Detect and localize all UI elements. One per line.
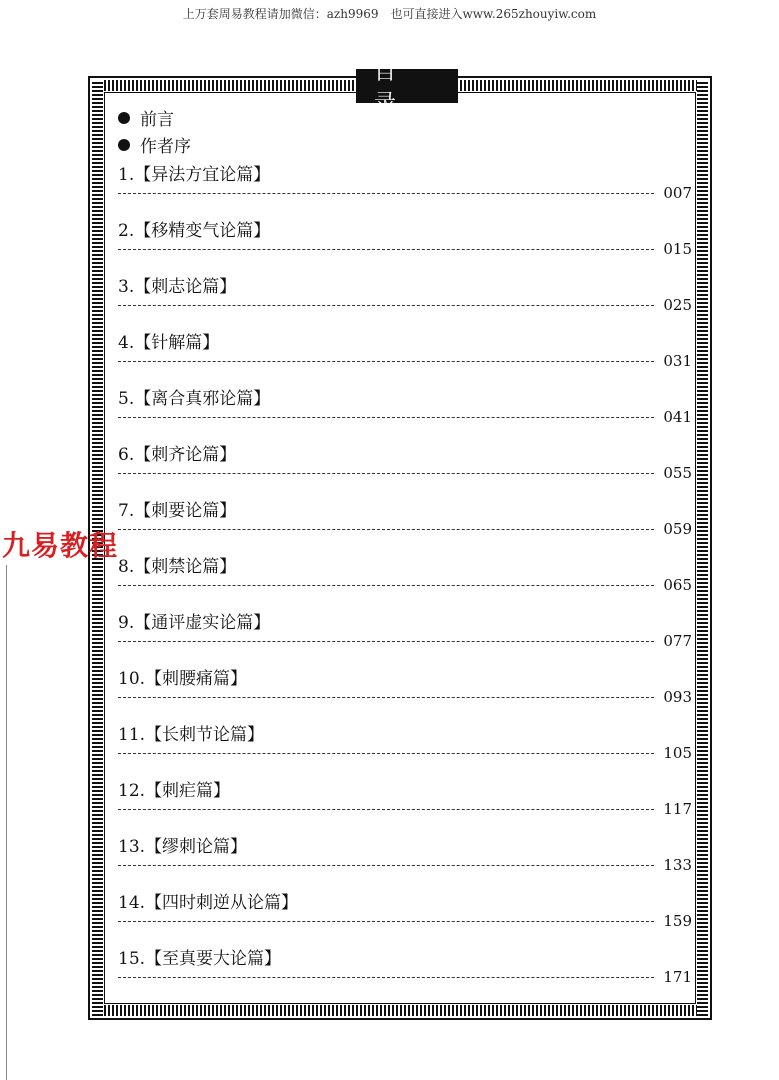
dotted-leader — [118, 249, 654, 250]
toc-entries — [118, 158, 692, 998]
toc-entry[interactable] — [118, 830, 692, 886]
toc-entry-title: 5.【离合真邪论篇】 — [118, 389, 271, 409]
toc-entry[interactable] — [118, 942, 692, 998]
toc-entry[interactable] — [118, 438, 692, 494]
toc-entry-title: 7.【刺要论篇】 — [118, 501, 237, 521]
toc-entry[interactable] — [118, 550, 692, 606]
toc-entry-title: 4.【针解篇】 — [118, 333, 220, 353]
toc-entry[interactable] — [118, 382, 692, 438]
dotted-leader — [118, 361, 654, 362]
toc-entry[interactable] — [118, 774, 692, 830]
dotted-leader — [118, 977, 654, 978]
toc-entry-title: 3.【刺志论篇】 — [118, 277, 237, 297]
toc-entry[interactable] — [118, 718, 692, 774]
toc-entry-title: 6.【刺齐论篇】 — [118, 445, 237, 465]
dotted-leader — [118, 305, 654, 306]
toc-entry-page: 159 — [663, 912, 692, 930]
toc-entry[interactable] — [118, 494, 692, 550]
header-note: 上万套周易教程请加微信：azh9969 也可直接进入www.265zhouyiw.com — [182, 7, 597, 21]
scan-edge-line — [6, 565, 7, 1080]
toc-entry-page: 065 — [663, 576, 692, 594]
toc-entry-page: 059 — [663, 520, 692, 538]
toc-entry[interactable] — [118, 606, 692, 662]
dotted-leader — [118, 641, 654, 642]
toc-entry[interactable] — [118, 326, 692, 382]
toc-entry-page: 007 — [663, 184, 692, 202]
toc-entry-title: 11.【长刺节论篇】 — [118, 725, 265, 745]
table-of-contents — [118, 104, 692, 998]
toc-entry-page: 025 — [663, 296, 692, 314]
bullet-icon — [118, 112, 130, 124]
toc-entry-title: 15.【至真要大论篇】 — [118, 949, 282, 969]
toc-entry[interactable] — [118, 158, 692, 214]
bullet-icon — [118, 139, 130, 151]
toc-entry-title: 10.【刺腰痛篇】 — [118, 669, 248, 689]
toc-entry-title: 13.【缪刺论篇】 — [118, 837, 248, 857]
toc-entry-page: 117 — [663, 800, 692, 818]
toc-entry-page: 093 — [663, 688, 692, 706]
dotted-leader — [118, 585, 654, 586]
dotted-leader — [118, 417, 654, 418]
dotted-leader — [118, 921, 654, 922]
dotted-leader — [118, 809, 654, 810]
dotted-leader — [118, 865, 654, 866]
meander-band-right — [697, 80, 708, 1016]
dotted-leader — [118, 529, 654, 530]
watermark-logo: 九易教程 — [2, 529, 119, 562]
toc-entry[interactable] — [118, 214, 692, 270]
toc-entry-page: 077 — [663, 632, 692, 650]
meander-band-bottom — [92, 1005, 708, 1016]
front-matter-label: 作者序 — [140, 137, 191, 157]
dotted-leader — [118, 473, 654, 474]
toc-entry-page: 133 — [663, 856, 692, 874]
dotted-leader — [118, 753, 654, 754]
dotted-leader — [118, 193, 654, 194]
toc-entry-page: 041 — [663, 408, 692, 426]
front-matter-item[interactable] — [118, 131, 692, 158]
toc-entry-title: 12.【刺疟篇】 — [118, 781, 231, 801]
toc-entry[interactable] — [118, 886, 692, 942]
dotted-leader — [118, 697, 654, 698]
toc-entry-page: 031 — [663, 352, 692, 370]
front-matter-label: 前言 — [140, 110, 174, 130]
toc-entry-title: 1.【异法方宜论篇】 — [118, 165, 271, 185]
toc-entry-page: 171 — [663, 968, 692, 986]
toc-entry-page: 105 — [663, 744, 692, 762]
toc-entry-page: 055 — [663, 464, 692, 482]
page-title: 目 — [356, 69, 458, 103]
toc-entry[interactable] — [118, 662, 692, 718]
toc-entry-title: 14.【四时刺逆从论篇】 — [118, 893, 299, 913]
toc-entry-page: 015 — [663, 240, 692, 258]
toc-entry[interactable] — [118, 270, 692, 326]
toc-entry-title: 2.【移精变气论篇】 — [118, 221, 271, 241]
toc-entry-title: 8.【刺禁论篇】 — [118, 557, 237, 577]
toc-entry-title: 9.【通评虚实论篇】 — [118, 613, 271, 633]
